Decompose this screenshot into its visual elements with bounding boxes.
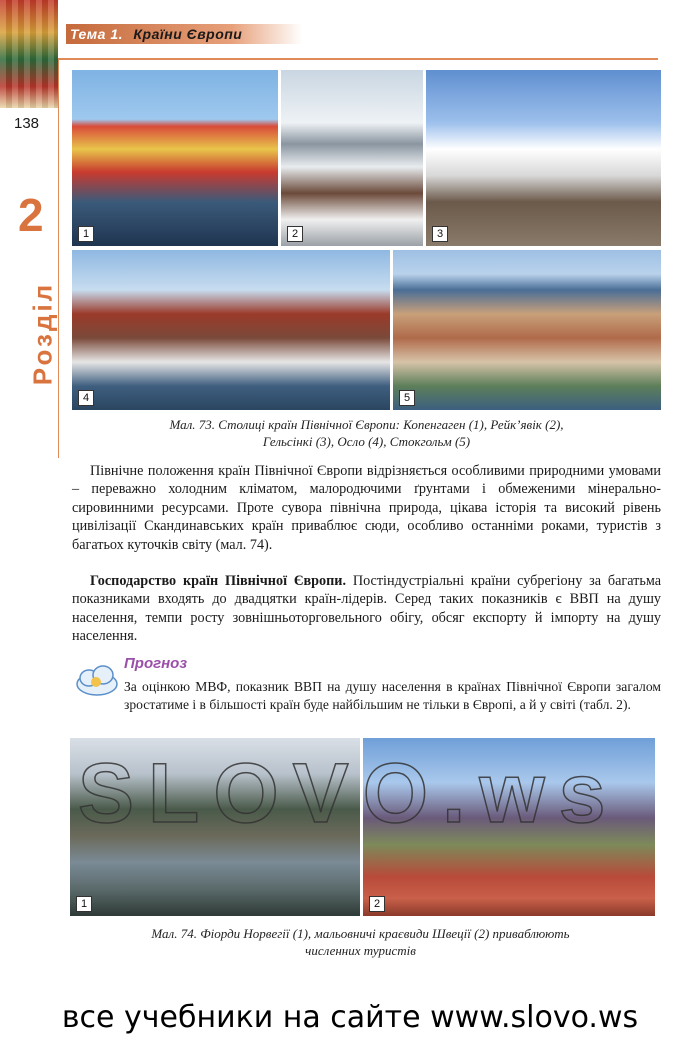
photo-number: 2 <box>369 896 385 912</box>
paragraph-intro: Північне положення країн Північної Європи відрізняється особливими природними умовами – переважно холодним кліматом, малородючими ґрунтами і обмеженими мінерально-сировинними ресурсами. Проте сувора північна природа, цікава історія та високий рівень цивілізації Скандинавських країн приваблює сюди, особливо останніми роками, туристів з багатьох куточків світу (мал. 74). <box>72 463 661 553</box>
photo-number: 3 <box>432 226 448 242</box>
caption-line: Мал. 74. Фіорди Норвегії (1), мальовничі краєвиди Швеції (2) приваблюють <box>151 926 570 941</box>
figure-73-caption <box>72 416 661 450</box>
header-label: Тема 1. <box>70 26 124 42</box>
header-title: Країни Європи <box>133 26 243 42</box>
photo-helsinki <box>426 70 661 246</box>
chapter-word: Розділ <box>27 281 58 386</box>
photo-oslo <box>72 250 390 410</box>
paragraph-economy <box>72 572 661 646</box>
frame-line <box>58 58 59 458</box>
forecast-title: Прогноз <box>124 655 187 672</box>
photo-copenhagen <box>72 70 278 246</box>
photo-number: 5 <box>399 390 415 406</box>
page-number: 138 <box>14 115 40 132</box>
photo-number: 4 <box>78 390 94 406</box>
photo-number: 2 <box>287 226 303 242</box>
photo-number: 1 <box>78 226 94 242</box>
photo-number: 1 <box>76 896 92 912</box>
caption-line: Мал. 73. Столиці країн Північної Європи: Копенгаген (1), Рейк’явік (2), <box>169 417 564 432</box>
forecast-text: За оцінкою МВФ, показник ВВП на душу населення в країнах Північної Європи загалом зростатиме і в більшості країн буде найбільшим не тільки в Європі, а й у світі (табл. 2). <box>124 679 661 712</box>
photo-reykjavik <box>281 70 423 246</box>
watermark: SLOVO.ws <box>78 746 620 840</box>
decorative-flag-overlay <box>0 0 58 108</box>
chapter-number: 2 <box>18 189 44 241</box>
paragraph-body: Постіндустріальні країни субрегіону за багатьма показниками входять до двадцятки країн-лідерів. Серед таких показників є ВВП на душу населення, темпи росту зовнішньоторговельного обігу, обсяг експорту й імпорту на душу населення. <box>72 573 661 645</box>
figure-74-caption <box>60 925 661 959</box>
forecast-cloud-icon <box>74 664 120 698</box>
caption-line: Гельсінкі (3), Осло (4), Стокгольм (5) <box>262 434 471 449</box>
footer-text: все учебники на сайте www.slovo.ws <box>61 1000 639 1035</box>
caption-line: численних туристів <box>305 943 416 958</box>
page-header <box>66 24 302 44</box>
paragraph-heading: Господарство країн Північної Європи. <box>90 573 347 589</box>
photo-stockholm <box>393 250 661 410</box>
